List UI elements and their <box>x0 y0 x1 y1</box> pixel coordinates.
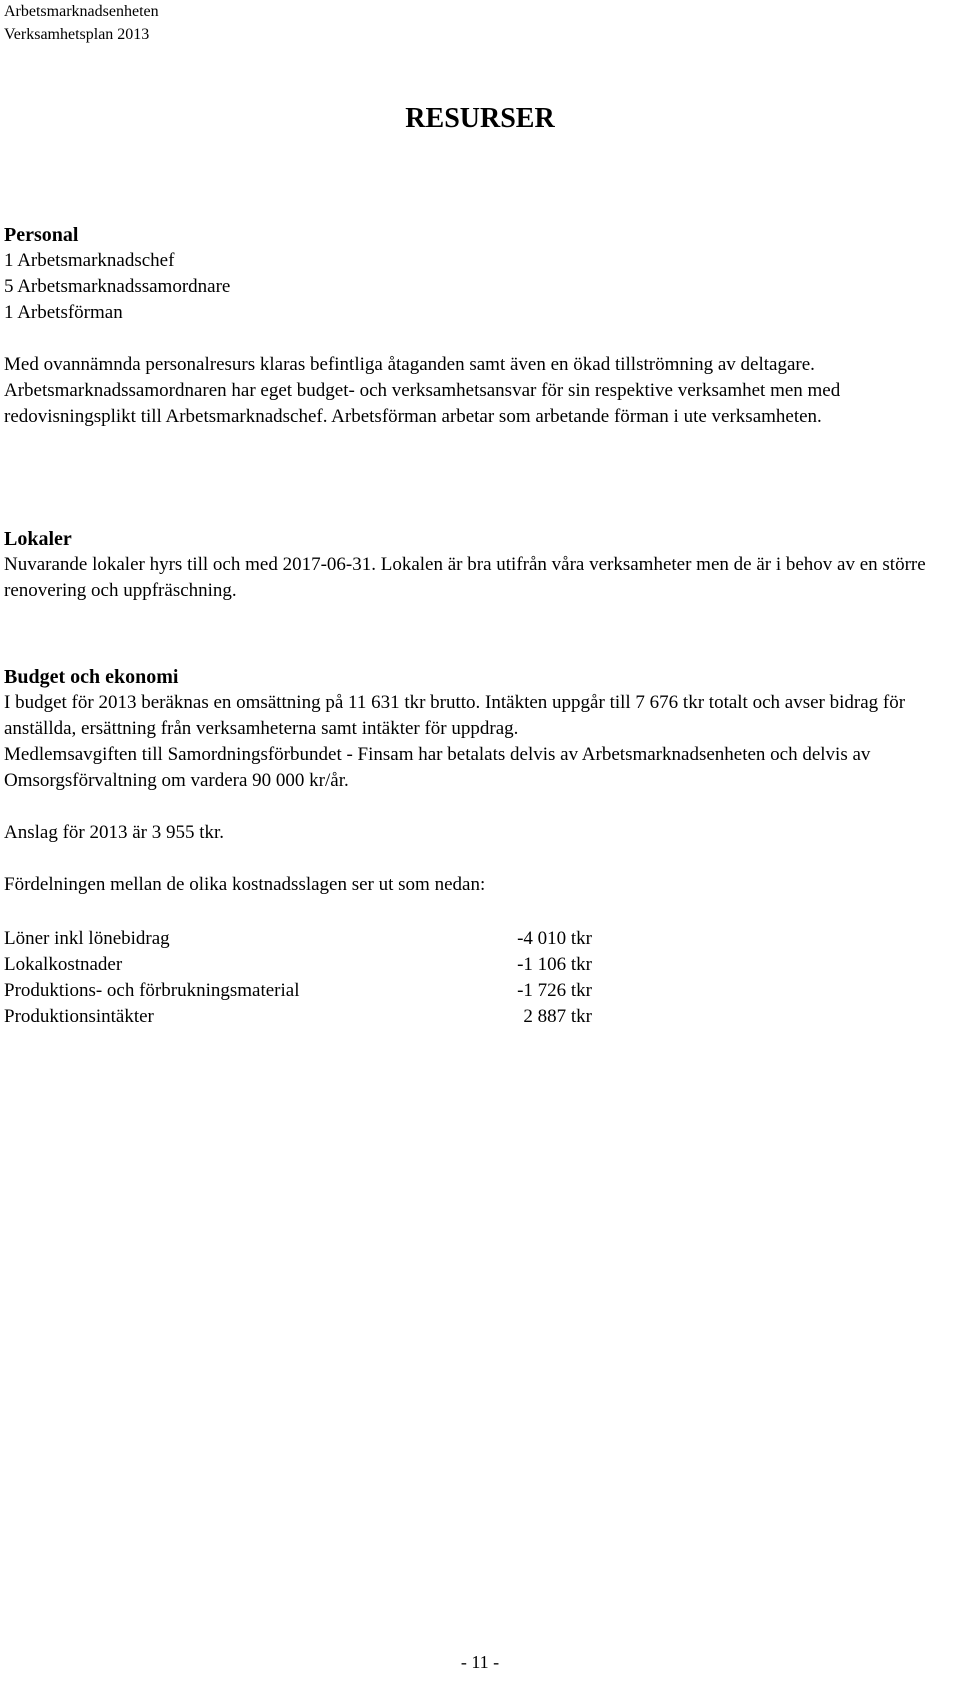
budget-paragraph-1: I budget för 2013 beräknas en omsättning på 11 631 tkr brutto. Intäkten uppgår till 7 676 tkr totalt och avser bidrag för anställda, ersättning från verksamheterna samt intäkter för uppdrag. <box>4 692 906 739</box>
lokaler-heading: Lokaler <box>4 528 72 550</box>
page-title: RESURSER <box>405 103 555 134</box>
cost-label: Löner inkl lönebidrag <box>4 928 170 949</box>
cost-row <box>4 1004 604 1030</box>
header-unit: Arbetsmarknadsenheten <box>4 3 159 20</box>
budget-paragraph-2: Medlemsavgiften till Samordningsförbundet - Finsam har betalats delvis av Arbetsmarknadsenheten och delvis av Omsorgsförvaltning om vardera 90 000 kr/år. <box>4 744 871 791</box>
section-personal <box>4 222 954 430</box>
cost-value: -1 106 tkr <box>517 954 592 975</box>
cost-row <box>4 978 604 1004</box>
section-lokaler <box>4 526 954 604</box>
section-budget <box>4 664 954 898</box>
personal-heading: Personal <box>4 224 79 246</box>
cost-row <box>4 926 604 952</box>
cost-label: Produktionsintäkter <box>4 1006 154 1027</box>
cost-value: 2 887 tkr <box>523 1006 592 1027</box>
anslag-line: Anslag för 2013 är 3 955 tkr. <box>4 822 225 843</box>
cost-table <box>4 926 604 1030</box>
cost-label: Lokalkostnader <box>4 954 123 975</box>
personal-item: 1 Arbetsförman <box>4 302 123 323</box>
lokaler-paragraph: Nuvarande lokaler hyrs till och med 2017-06-31. Lokalen är bra utifrån våra verksamheter men de är i behov av en större renovering och uppfräschning. <box>4 554 926 601</box>
personal-item: 1 Arbetsmarknadschef <box>4 250 175 271</box>
header-plan: Verksamhetsplan 2013 <box>4 26 150 43</box>
page-header <box>4 0 159 46</box>
cost-row <box>4 952 604 978</box>
personal-item: 5 Arbetsmarknadssamordnare <box>4 276 231 297</box>
fordelning-line: Fördelningen mellan de olika kostnadsslagen ser ut som nedan: <box>4 874 486 895</box>
cost-value: -4 010 tkr <box>517 928 592 949</box>
personal-paragraph: Med ovannämnda personalresurs klaras befintliga åtaganden samt även en ökad tillströmning av deltagare. Arbetsmarknadssamordnaren har eget budget- och verksamhetsansvar för sin respektive verksamhet men med redovisningsplikt till Arbetsmarknadschef. Arbetsförman arbetar som arbetande förman i ute verksamheten. <box>4 354 841 427</box>
cost-value: -1 726 tkr <box>517 980 592 1001</box>
budget-heading: Budget och ekonomi <box>4 666 179 688</box>
cost-label: Produktions- och förbrukningsmaterial <box>4 980 300 1001</box>
page-number: - 11 - <box>460 1652 500 1672</box>
